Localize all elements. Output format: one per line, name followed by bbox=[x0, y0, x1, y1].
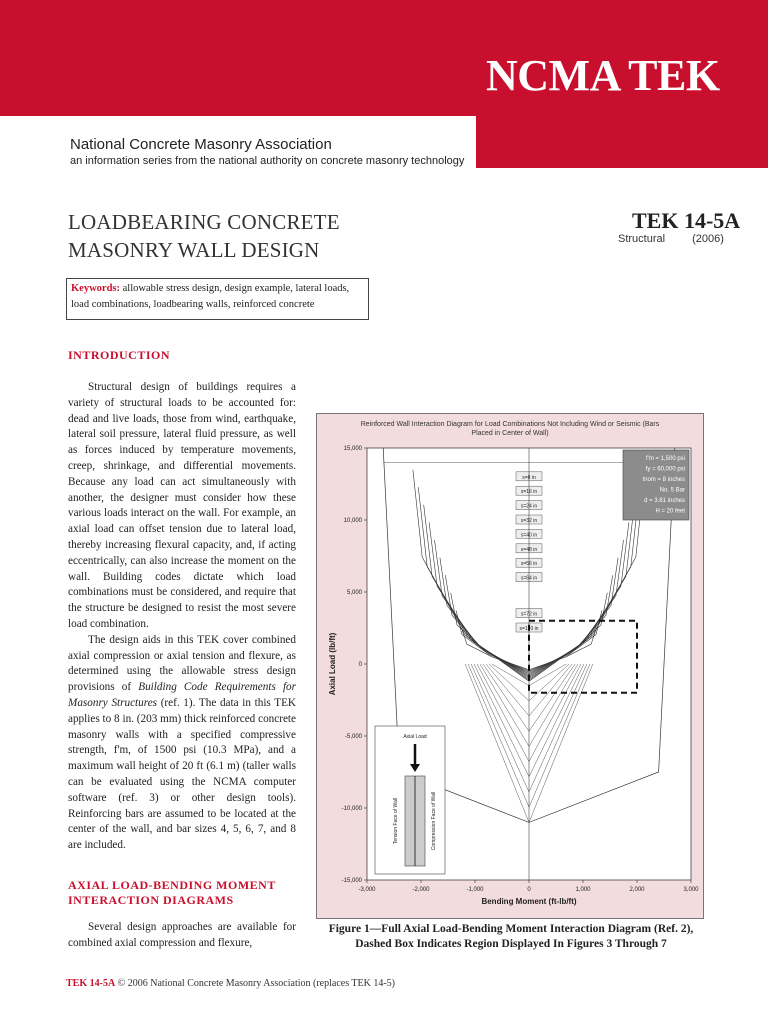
parameter-text: f'm = 1,500 psi bbox=[646, 456, 685, 462]
x-tick-label: 2,000 bbox=[629, 887, 645, 893]
y-tick-label: 5,000 bbox=[346, 590, 362, 596]
y-tick-label: -15,000 bbox=[341, 878, 362, 884]
intro-paragraph-1: Structural design of buildings requires a variety of structural loads to be accounted for: dead and live loads, those from wind, earthquake, lateral soil pressure, lateral fluid pressure, as well as forces induced by temperature movements, creep, shrinkage, and differential movements. Because any load can act simultaneously with another, the designer must consider how these various loads interact on the wall. For example, an axial load can offset tension due to lateral load, thereby increasing flexural capacity, and, if acting eccentrically, can also increase the moment on the wall. Building codes dictate which load combinations must be considered, and require that the structure be designed to resist the most severe load combination. bbox=[68, 381, 296, 630]
page-title bbox=[68, 208, 340, 264]
tek-year: (2006) bbox=[692, 233, 724, 245]
y-tick-label: 10,000 bbox=[343, 518, 362, 524]
x-tick-label: 1,000 bbox=[575, 887, 591, 893]
intro-paragraph-2 bbox=[68, 633, 296, 854]
figure-frame bbox=[316, 413, 704, 919]
section2-body bbox=[68, 920, 296, 952]
spacing-label: s=48 in bbox=[520, 546, 538, 553]
section2-paragraph-1: Several design approaches are available for combined axial compression and flexure, bbox=[68, 921, 296, 949]
brand-title: NCMA TEK bbox=[486, 51, 720, 100]
spacing-label: s=72 in bbox=[520, 611, 538, 618]
spacing-label: s=40 in bbox=[520, 532, 538, 539]
spacing-label: s=32 in bbox=[520, 518, 538, 524]
x-tick-label: 3,000 bbox=[683, 887, 699, 893]
x-axis-label: Bending Moment (ft-lb/ft) bbox=[481, 897, 577, 906]
spacing-label: s=120 in bbox=[519, 626, 539, 632]
title-line-2: MASONRY WALL DESIGN bbox=[68, 238, 320, 262]
section2-heading-line-2: INTERACTION DIAGRAMS bbox=[68, 893, 234, 907]
footer-text: © 2006 National Concrete Masonry Association (replaces TEK 14-5) bbox=[117, 978, 396, 989]
section2-heading bbox=[68, 878, 276, 908]
figure-caption: Figure 1—Full Axial Load-Bending Moment Interaction Diagram (Ref. 2), Dashed Box Indicates Region Displayed In Figures 3 Through 7 bbox=[328, 923, 694, 950]
keywords-text: allowable stress design, design example, lateral loads, load combinations, loadbearing walls, reinforced concrete bbox=[71, 283, 350, 310]
parameter-text: tnom = 8 inches bbox=[642, 477, 685, 483]
intro-p2-part-b: (ref. 1). The data in this TEK applies to 8 in. (203 mm) thick reinforced concrete masonry walls with a specified compressive strength, f'm, of 1500 psi (10.3 MPa), and a maximum wall height of 20 ft (6.1 m) (taller walls can be evaluated using the NCMA computer software (ref. 3) or other design tools). Reinforcing bars are assumed to be located at the center of the wall, and bar sizes 4, 5, 6, 7, and 8 are included. bbox=[68, 696, 296, 852]
intro-body bbox=[68, 380, 296, 854]
parameter-text: No. 5 Bar bbox=[659, 487, 685, 494]
title-line-1: LOADBEARING CONCRETE bbox=[68, 210, 340, 234]
footer-tek: TEK 14-5A bbox=[66, 978, 116, 989]
x-tick-label: -3,000 bbox=[358, 887, 376, 893]
intro-p2-italic: Building Code Requirements for Masonry Structures bbox=[68, 681, 297, 709]
spacing-label: s=56 in bbox=[520, 561, 538, 568]
section2-heading-line-1: AXIAL LOAD-BENDING MOMENT bbox=[68, 878, 276, 892]
org-name: National Concrete Masonry Association bbox=[70, 136, 332, 153]
keywords-label: Keywords: bbox=[71, 283, 120, 294]
spacing-label: s=24 in bbox=[520, 503, 538, 510]
spacing-label: s=16 in bbox=[520, 489, 538, 496]
inset-tension-label: Tension Face of Wall bbox=[393, 797, 399, 845]
tagline: an information series from the national authority on concrete masonry technology bbox=[70, 155, 465, 167]
x-tick-label: -2,000 bbox=[412, 887, 430, 893]
parameter-text: fy = 60,000 psi bbox=[645, 466, 685, 473]
y-tick-label: -5,000 bbox=[344, 734, 362, 740]
footer bbox=[66, 978, 395, 989]
intro-heading: INTRODUCTION bbox=[68, 348, 171, 362]
chart-title: Reinforced Wall Interaction Diagram for Load Combinations Not Including Wind or Seismic (Bars Placed in Center of Wall) bbox=[360, 421, 660, 437]
tek-meta bbox=[618, 233, 724, 245]
spacing-label: s=64 in bbox=[520, 575, 538, 582]
inset-compression-label: Compression Face of Wall bbox=[431, 791, 437, 851]
parameter-text: d = 3.81 inches bbox=[644, 498, 685, 504]
x-tick-label: -1,000 bbox=[466, 887, 484, 893]
tek-number: TEK 14-5A bbox=[632, 208, 741, 233]
spacing-label: s=8 in bbox=[522, 474, 536, 481]
intro-p2-part-a: The design aids in this TEK cover combined axial compression or axial tension and flexure, as determined using the allowable stress design provisions of bbox=[68, 633, 296, 694]
interaction-chart bbox=[317, 414, 703, 918]
parameter-text: H = 20 feet bbox=[655, 508, 685, 515]
keywords-box bbox=[66, 278, 369, 320]
y-tick-label: 0 bbox=[358, 662, 362, 668]
y-axis-label: Axial Load (lb/ft) bbox=[328, 632, 337, 696]
y-tick-label: -10,000 bbox=[341, 806, 362, 812]
y-tick-label: 15,000 bbox=[343, 446, 362, 452]
tek-category: Structural bbox=[618, 233, 666, 245]
inset-axial-label: Axial Load bbox=[403, 734, 427, 740]
x-tick-label: 0 bbox=[527, 887, 531, 893]
